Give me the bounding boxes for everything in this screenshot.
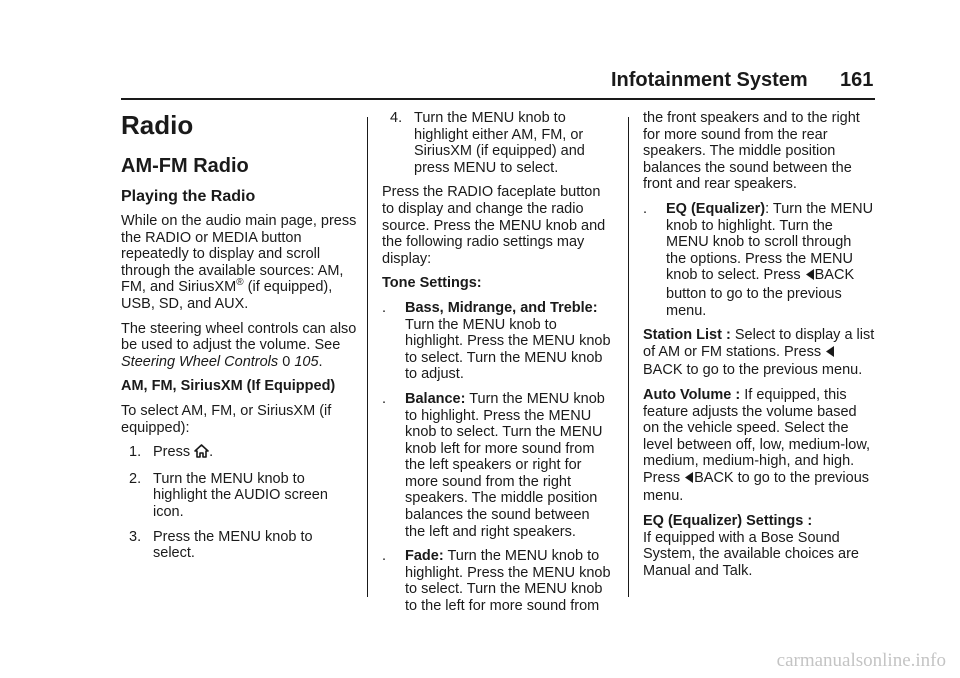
section-title: Infotainment System bbox=[611, 69, 808, 91]
subheading-tone-settings: Tone Settings: bbox=[382, 275, 482, 292]
column-divider-2 bbox=[628, 117, 629, 597]
column-3 bbox=[643, 110, 875, 587]
paragraph-auto-volume: Auto Volume : If equipped, this feature adjusts the volume based on the vehicle speed. Select the level between off, low, medium-low, medium, medium-high, and high. Press BACK to go to the previous menu. bbox=[643, 386, 871, 505]
paragraph-sources: While on the audio main page, press the RADIO or MEDIA button repeatedly to display and scroll through the available sources: AM, FM, and SiriusXM® (if equipped), USB, SD, and AUX. bbox=[121, 213, 357, 312]
bullet-eq-equalizer: . EQ (Equalizer): Turn the MENU knob to highlight. Turn the MENU knob to scroll through the options. Press the MENU knob to select. Press BACK button to go to the previous menu. bbox=[643, 200, 874, 319]
paragraph-eq-settings: EQ (Equalizer) Settings : If equipped with a Bose Sound System, the available choices are Manual and Talk. bbox=[643, 513, 859, 579]
paragraph-fade-continued: the front speakers and to the right for more sound from the rear speakers. The middle position balances the sound between the front and rear speakers. bbox=[643, 110, 860, 193]
step-4: 4. Turn the MENU knob to highlight either AM, FM, or SiriusXM (if equipped) and press MENU to select. bbox=[390, 110, 585, 176]
paragraph-steering-wheel: The steering wheel controls can also be used to adjust the volume. See Steering Wheel Controls 0 105. bbox=[121, 320, 357, 370]
step-3: 3. Press the MENU knob to select. bbox=[129, 528, 313, 562]
back-arrow-icon bbox=[805, 268, 815, 286]
back-arrow-icon bbox=[684, 471, 694, 489]
column-1 bbox=[121, 110, 357, 570]
reference-page: 105 bbox=[294, 353, 319, 370]
paragraph-station-list: Station List : Select to display a list of AM or FM stations. Press BACK to go to the previous menu. bbox=[643, 327, 875, 379]
back-arrow-icon bbox=[825, 345, 835, 363]
cross-reference-link[interactable]: Steering Wheel Controls bbox=[121, 353, 279, 370]
bullet-fade: . Fade: Turn the MENU knob to highlight. Press the MENU knob to select. Turn the MENU knob to the left for more sound from bbox=[382, 548, 611, 615]
step-1: 1. Press . bbox=[121, 444, 357, 463]
heading-playing-the-radio: Playing the Radio bbox=[121, 188, 256, 205]
reference-symbol: 0 bbox=[282, 353, 291, 370]
heading-am-fm-radio: AM-FM Radio bbox=[121, 155, 249, 177]
column-2 bbox=[382, 110, 612, 623]
page-number: 161 bbox=[840, 69, 874, 91]
column-divider-1 bbox=[367, 117, 368, 597]
watermark: carmanualsonline.info bbox=[776, 650, 946, 671]
paragraph-select: To select AM, FM, or SiriusXM (if equipped): bbox=[121, 402, 332, 436]
paragraph-radio-faceplate: Press the RADIO faceplate button to display and change the radio source. Press the MENU knob and the following radio settings may display: bbox=[382, 184, 606, 267]
bullet-balance: . Balance: Turn the MENU knob to highlight. Press the MENU knob to select. Turn the MENU knob left for more sound from the left speakers or right for more sound from the right speakers. The middle position balances the sound between the left and right speakers. bbox=[382, 390, 605, 540]
bullet-bass-midrange-treble: . Bass, Midrange, and Treble: Turn the MENU knob to highlight. Press the MENU knob to select. Turn the MENU knob to adjust. bbox=[382, 299, 611, 383]
heading-radio: Radio bbox=[121, 110, 194, 140]
step-2: 2. Turn the MENU knob to highlight the AUDIO screen icon. bbox=[129, 470, 328, 520]
home-icon bbox=[194, 444, 209, 463]
subheading-am-fm-siriusxm: AM, FM, SiriusXM (If Equipped) bbox=[121, 378, 336, 395]
header-rule bbox=[121, 98, 875, 100]
